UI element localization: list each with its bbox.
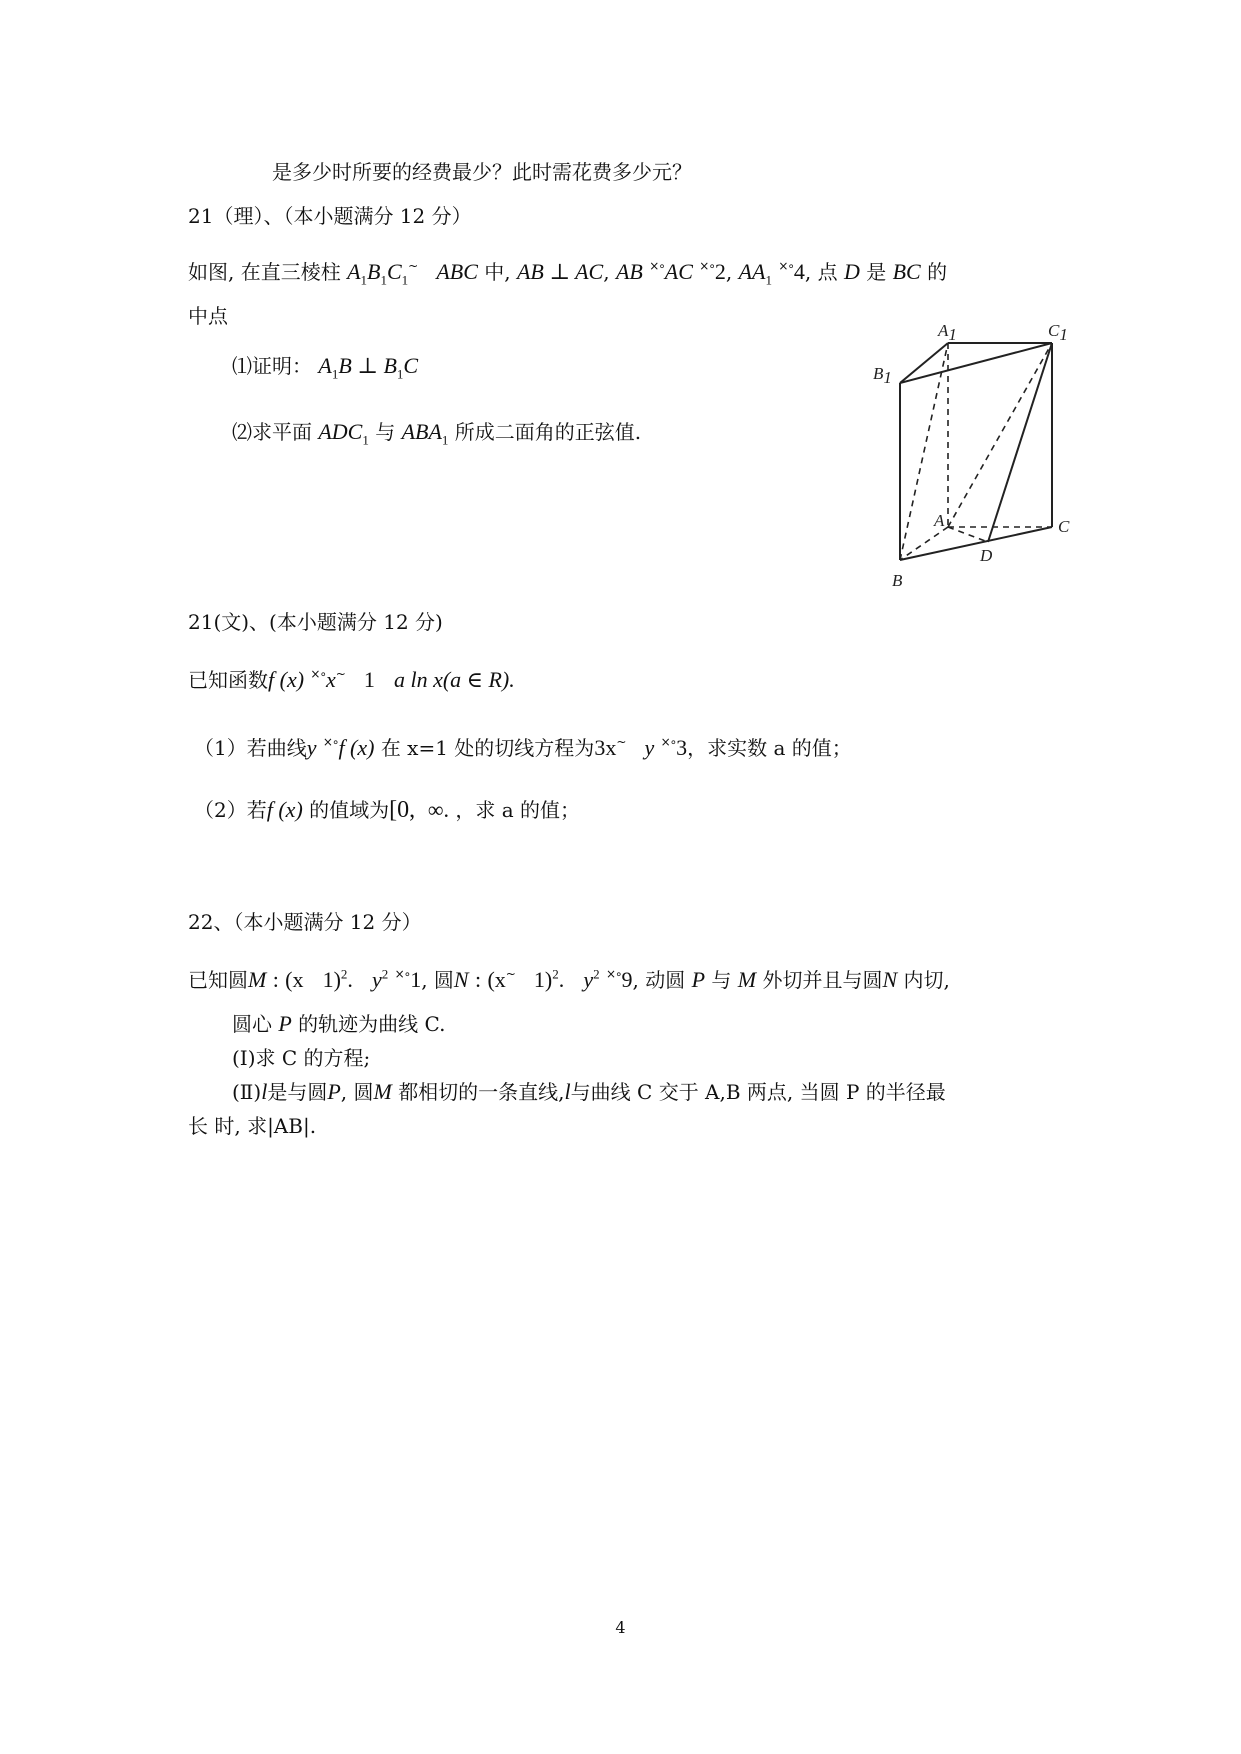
garbled-equals: ×∘ bbox=[778, 259, 794, 273]
text-tangent: 外切并且与圆 bbox=[762, 968, 883, 992]
seg-ab: AB bbox=[615, 259, 643, 284]
text-circle: , 圆 bbox=[340, 1080, 374, 1104]
line-l: l bbox=[564, 1079, 571, 1104]
text-circle: , 圆 bbox=[421, 968, 454, 992]
text-moving-circle: , 动圆 bbox=[632, 968, 686, 992]
label-b: B bbox=[892, 571, 903, 590]
text-intersect: 与曲线 C 交于 A,B 两点, 当圆 P 的半径最 bbox=[570, 1080, 946, 1104]
q21-li-header: 21（理）、（本小题满分 12 分） bbox=[188, 204, 472, 228]
eq-3: 3 bbox=[676, 735, 688, 760]
continuation-text: 是多少时所要的经费最少？此时需花费多少元？ bbox=[272, 160, 692, 184]
label-a: A bbox=[934, 511, 945, 530]
part1-rest: ，求实数 a 的值； bbox=[687, 736, 852, 760]
eq-y2: $y^2$ bbox=[583, 966, 600, 992]
part1-label: （1）若曲线 bbox=[194, 736, 307, 760]
q22-header: 22、（本小题满分 12 分） bbox=[188, 910, 422, 934]
q21-li-statement-line1 bbox=[188, 252, 947, 294]
q21-wen-statement bbox=[188, 660, 515, 694]
circle-m: M bbox=[248, 967, 267, 992]
comma: , bbox=[725, 260, 733, 284]
text-locus: 的轨迹为曲线 C. bbox=[298, 1012, 446, 1036]
edge-b-c bbox=[900, 527, 1052, 560]
eq-part: 1)$^2$. bbox=[322, 966, 353, 992]
q22-statement-line2 bbox=[232, 1010, 445, 1038]
part1-mid: 在 x=1 处的切线方程为 bbox=[380, 736, 595, 760]
edge-a-d-hidden bbox=[948, 527, 988, 542]
garbled-equals: ×∘ bbox=[649, 259, 665, 273]
circle-n: N bbox=[453, 967, 469, 992]
circle-n: N bbox=[882, 967, 898, 992]
value-one: 1 bbox=[410, 967, 422, 992]
label-a1: A1 bbox=[938, 321, 957, 344]
garbled-equals: ×∘ bbox=[605, 967, 622, 981]
q21-li-statement-line2: 中点 bbox=[188, 304, 228, 328]
garbled-tilde: ~ bbox=[505, 967, 515, 981]
text-de: 的 bbox=[927, 260, 948, 284]
garbled-equals: ×∘ bbox=[394, 967, 411, 981]
q21-text-zhong: 中, bbox=[484, 260, 511, 284]
range-start: [0, bbox=[389, 797, 416, 823]
var-y: y bbox=[306, 735, 317, 760]
q22-part2-line2: 长 时, 求|AB|. bbox=[188, 1114, 317, 1138]
q21-wen-part1 bbox=[194, 728, 852, 762]
base-abc: ABC bbox=[436, 259, 478, 284]
eq-y2: $y^2$ bbox=[371, 966, 389, 992]
text-with: 与 bbox=[375, 420, 396, 444]
text-point: , 点 bbox=[804, 260, 838, 284]
plane-aba1: $ABA_1$ bbox=[401, 419, 449, 448]
function-fx: f (x) bbox=[266, 797, 303, 822]
text-given-circle: 已知圆 bbox=[188, 968, 248, 992]
circle-p: P bbox=[327, 1079, 341, 1104]
plane-adc1: $ADC_1$ bbox=[318, 419, 369, 448]
text-common-tangent: 都相切的一条直线, bbox=[398, 1080, 565, 1104]
page-number: 4 bbox=[615, 1618, 626, 1637]
q22-part2 bbox=[232, 1078, 946, 1106]
part2-rest: ，求 a 的值； bbox=[455, 798, 581, 822]
function-fx: f (x) bbox=[268, 667, 305, 692]
text-with: 与 bbox=[711, 968, 732, 992]
garbled-tilde: ~ bbox=[616, 735, 626, 749]
garbled-equals: ×∘ bbox=[310, 667, 326, 681]
var-x: x bbox=[325, 667, 336, 692]
colon: : bbox=[474, 967, 482, 992]
garbled-equals: ×∘ bbox=[660, 735, 677, 749]
value-four: 4 bbox=[793, 259, 805, 284]
text-internal: 内切, bbox=[903, 968, 950, 992]
garbled-tilde: ~ bbox=[335, 667, 345, 681]
value-two: 2 bbox=[714, 259, 726, 284]
q22-part1: (Ⅰ)求 C 的方程; bbox=[232, 1046, 371, 1070]
text-given-function: 已知函数 bbox=[188, 668, 268, 692]
function-fx: f (x) bbox=[338, 735, 375, 760]
label-c: C bbox=[1058, 517, 1070, 536]
part2-label: ⑵求平面 bbox=[232, 420, 312, 444]
q21-text-intro: 如图, 在直三棱柱 bbox=[188, 260, 341, 284]
eq-3x: 3x bbox=[594, 735, 617, 760]
seg-ac: AC bbox=[664, 259, 693, 284]
part2-mid: 的值域为 bbox=[309, 798, 390, 822]
eq-part: (x bbox=[487, 967, 506, 992]
eq-part: 1)$^2$. bbox=[533, 966, 565, 992]
text-tangent-to: 是与圆 bbox=[267, 1080, 328, 1104]
label-b1: B1 bbox=[873, 364, 892, 387]
part2-label: （2）若 bbox=[194, 798, 267, 822]
comma: , bbox=[603, 260, 610, 284]
part2-label: (Ⅱ) bbox=[232, 1080, 262, 1104]
label-d: D bbox=[980, 546, 993, 565]
seg-bc: BC bbox=[892, 259, 921, 284]
eq-part: (x bbox=[285, 967, 304, 992]
colon: : bbox=[272, 967, 279, 992]
q21-li-part1 bbox=[232, 352, 418, 388]
garbled-equals: ×∘ bbox=[699, 259, 715, 273]
circle-p: P bbox=[691, 967, 706, 992]
value-one: 1 bbox=[363, 667, 375, 692]
q21-li-part2 bbox=[232, 418, 641, 454]
circle-p: P bbox=[278, 1011, 292, 1036]
part2-rest: 所成二面角的正弦值. bbox=[454, 420, 642, 444]
value-nine: 9 bbox=[621, 967, 633, 992]
circle-m: M bbox=[373, 1079, 392, 1104]
part1-expression: $A_1B$ ⊥ $B_1C$ bbox=[318, 353, 419, 382]
part1-label: ⑴证明： bbox=[232, 354, 312, 378]
function-rest: a ln x(a ∈ R). bbox=[393, 667, 515, 692]
perp-condition: AB ⊥ AC bbox=[516, 259, 604, 284]
q21-wen-part2 bbox=[194, 796, 580, 824]
eq-y: y bbox=[644, 735, 655, 760]
point-d: D bbox=[843, 259, 860, 284]
q21-wen-header: 21(文)、(本小题满分 12 分) bbox=[188, 610, 443, 634]
prism-name: $A_1B_1C_1^\sim$ bbox=[347, 259, 418, 288]
garbled-equals: ×∘ bbox=[322, 735, 339, 749]
label-c1: C1 bbox=[1048, 321, 1068, 344]
edge-c1-d bbox=[988, 343, 1052, 542]
q22-statement-line1 bbox=[188, 960, 950, 994]
prism-figure bbox=[868, 316, 1086, 592]
edge-a-c1-hidden bbox=[948, 343, 1052, 527]
text-center: 圆心 bbox=[232, 1012, 272, 1036]
circle-m: M bbox=[737, 967, 757, 992]
range-infinity: ∞. bbox=[427, 797, 450, 822]
line-l: l bbox=[261, 1079, 268, 1104]
text-is: 是 bbox=[866, 260, 887, 284]
seg-aa1: $AA_1$ bbox=[738, 259, 772, 288]
